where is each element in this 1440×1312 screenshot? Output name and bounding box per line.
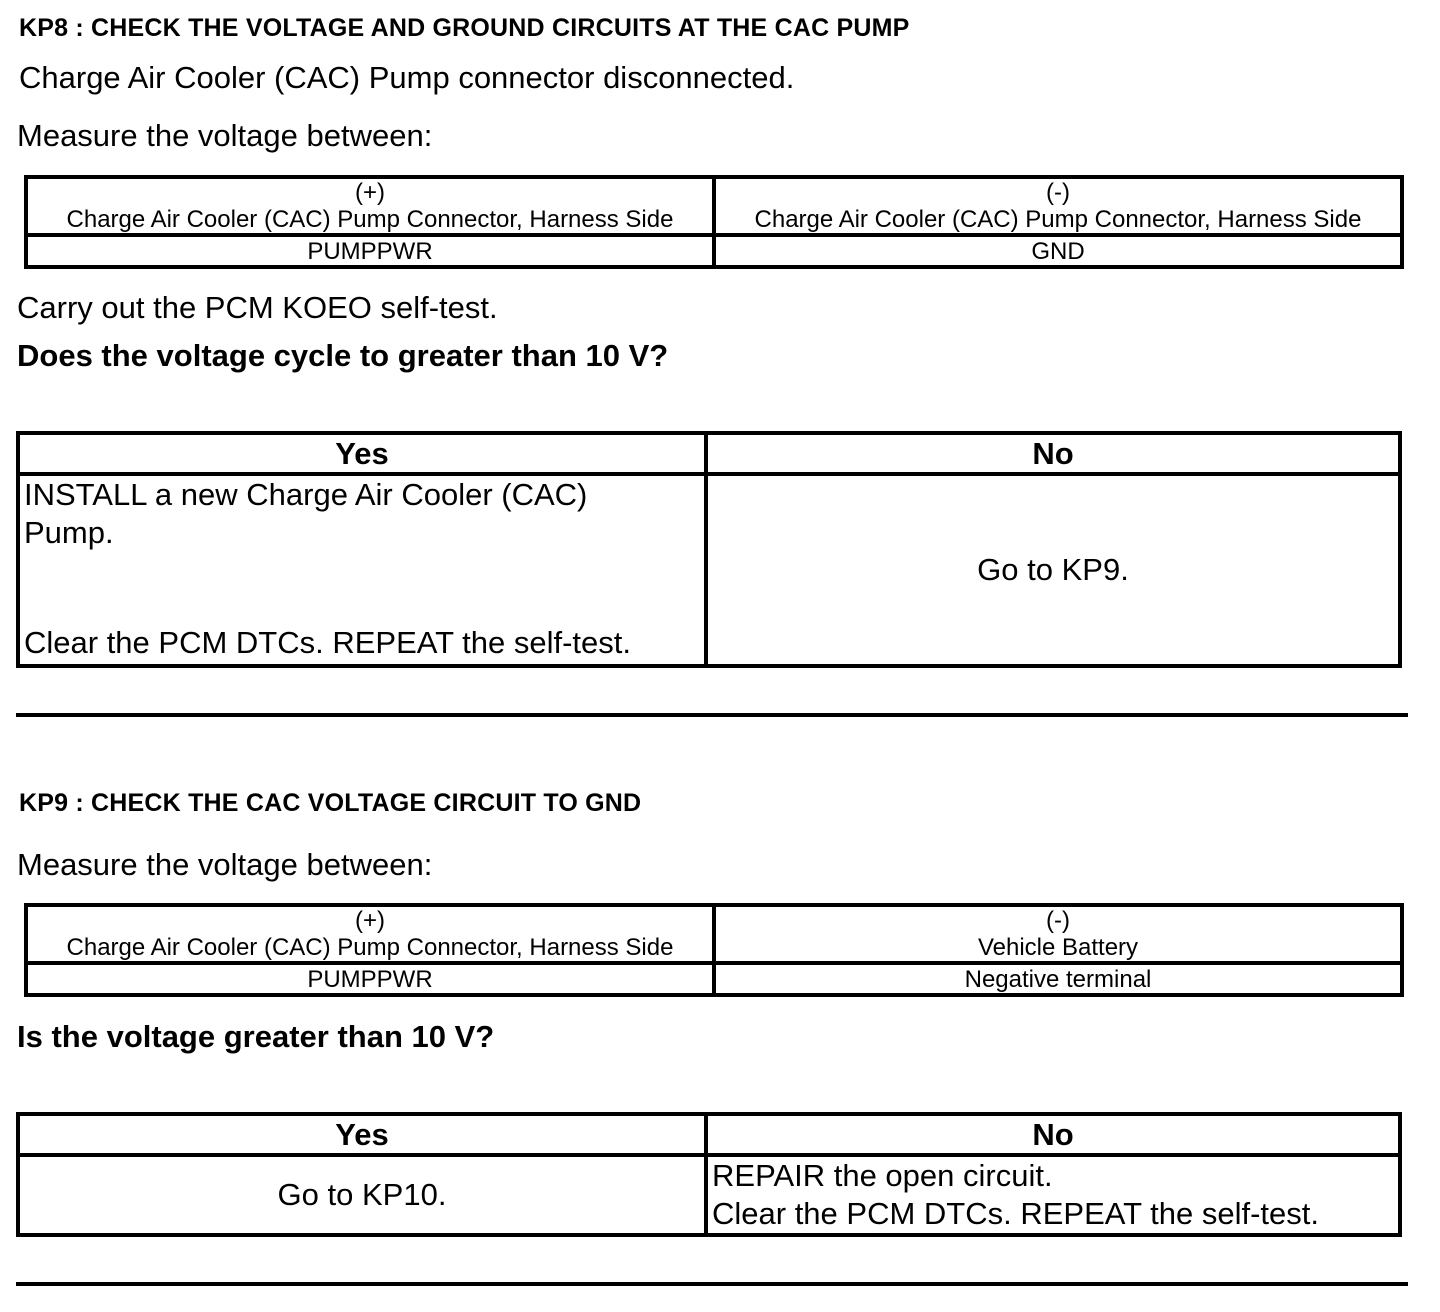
section-divider [16,713,1408,717]
kp8-no-action: Go to KP9. [706,474,1400,666]
kp9-instruction-measure: Measure the voltage between: [17,847,433,882]
kp8-yes-header: Yes [18,433,706,474]
kp8-question: Does the voltage cycle to greater than 10 V? [17,338,669,373]
positive-sign: (+) [355,907,385,934]
kp8-negative-probe-header [714,177,1402,235]
kp9-negative-probe-value: Negative terminal [714,963,1402,995]
kp8-instruction-disconnect: Charge Air Cooler (CAC) Pump connector disconnected. [19,60,795,95]
kp8-title: KP8 : CHECK THE VOLTAGE AND GROUND CIRCUITS AT THE CAC PUMP [19,14,910,42]
yes-action-line: Clear the PCM DTCs. REPEAT the self-test. [24,625,631,660]
kp8-measurement-table [24,175,1404,269]
yes-action-line: INSTALL a new Charge Air Cooler (CAC) [24,477,588,512]
kp8-instruction-selftest: Carry out the PCM KOEO self-test. [17,290,498,325]
no-action-line: Clear the PCM DTCs. REPEAT the self-test. [712,1196,1319,1231]
negative-probe-label: Charge Air Cooler (CAC) Pump Connector, Harness Side [754,206,1362,233]
kp9-measurement-table [24,903,1404,997]
kp9-yes-action: Go to KP10. [18,1155,706,1235]
negative-sign: (-) [1046,907,1070,934]
kp9-positive-probe-value: PUMPPWR [26,963,714,995]
kp9-yes-header: Yes [18,1114,706,1155]
kp9-no-action [706,1155,1400,1235]
kp9-negative-probe-header [714,905,1402,963]
kp9-title: KP9 : CHECK THE CAC VOLTAGE CIRCUIT TO GND [19,789,642,817]
positive-sign: (+) [355,179,385,206]
kp9-no-header: No [706,1114,1400,1155]
no-action-line: REPAIR the open circuit. [712,1158,1053,1193]
positive-probe-label: Charge Air Cooler (CAC) Pump Connector, Harness Side [66,934,674,961]
section-divider [16,1282,1408,1286]
negative-sign: (-) [1046,179,1070,206]
kp8-positive-probe-header [26,177,714,235]
kp8-positive-probe-value: PUMPPWR [26,235,714,267]
negative-probe-label: Vehicle Battery [977,934,1139,961]
kp8-negative-probe-value: GND [714,235,1402,267]
yes-action-line: Pump. [24,515,114,550]
kp9-question: Is the voltage greater than 10 V? [17,1019,495,1054]
kp8-yes-action [18,474,706,666]
kp8-no-header: No [706,433,1400,474]
kp8-instruction-measure: Measure the voltage between: [17,118,433,153]
kp9-positive-probe-header [26,905,714,963]
kp9-result-table [16,1112,1402,1237]
kp8-result-table [16,431,1402,668]
positive-probe-label: Charge Air Cooler (CAC) Pump Connector, Harness Side [66,206,674,233]
